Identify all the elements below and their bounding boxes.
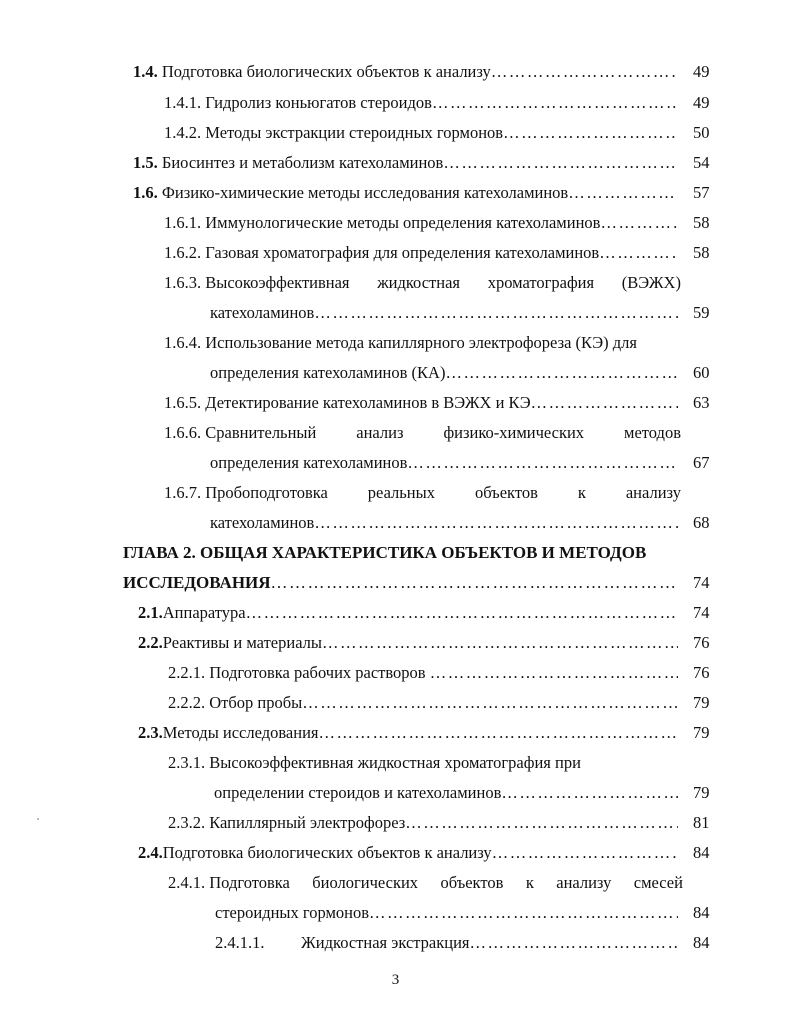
toc-page: 49 (693, 93, 710, 112)
toc-page: 76 (693, 633, 710, 652)
toc-word: биологических (312, 873, 419, 892)
toc-number: 1.6. (133, 183, 158, 202)
page-number: 3 (391, 972, 400, 988)
toc-page: 50 (693, 123, 710, 142)
toc-title: Подготовка рабочих растворов (209, 663, 426, 682)
chapter-title: ИССЛЕДОВАНИЯ (123, 573, 271, 592)
toc-entry-continuation (210, 448, 678, 478)
toc-entry (138, 598, 678, 628)
toc-entry (168, 688, 678, 718)
toc-title: Высокоэффективная жидкостная хроматография при (209, 753, 581, 772)
toc-title: определения катехоламинов (210, 453, 408, 472)
toc-entry (164, 208, 678, 238)
leader-dots (322, 628, 678, 658)
leader-dots (319, 718, 678, 748)
toc-word: жидкостная (377, 273, 460, 292)
toc-entry-continuation (210, 358, 678, 388)
toc-number: 2.4. (138, 843, 163, 862)
toc-number: 1.4.1. (164, 93, 202, 112)
toc-title-line (205, 478, 681, 508)
leader-dots (600, 208, 678, 238)
toc-entry (133, 178, 678, 208)
leader-dots (369, 898, 678, 928)
toc-title: Гидролиз коньюгатов стероидов (205, 93, 432, 112)
toc-page: 68 (693, 513, 710, 532)
toc-title: Методы экстракции стероидных гормонов (205, 123, 504, 142)
leader-dots (568, 178, 678, 208)
toc-number: 2.2.1. (168, 663, 206, 682)
toc-word: методов (624, 423, 681, 442)
toc-word: смесей (633, 873, 683, 892)
toc-entry (138, 628, 678, 658)
toc-title: определения катехоламинов (КА) (210, 363, 446, 382)
toc-number: 2.4.1. (168, 873, 206, 892)
toc-word: к (525, 873, 534, 892)
leader-dots (503, 118, 678, 148)
toc-number: 2.2.2. (168, 693, 206, 712)
toc-title: Аппаратура (162, 603, 246, 622)
toc-title-line (205, 418, 681, 448)
toc-title: Жидкостная экстракция (301, 933, 470, 952)
toc-title: Биосинтез и метаболизм катехоламинов (161, 153, 444, 172)
toc-title-line (205, 268, 681, 298)
leader-dots (302, 688, 678, 718)
toc-number: 1.5. (133, 153, 158, 172)
toc-title: Детектирование катехоламинов в ВЭЖХ и КЭ (205, 393, 531, 412)
leader-dots (531, 388, 678, 418)
toc-entry (164, 328, 681, 358)
toc-title: стероидных гормонов (215, 903, 370, 922)
toc-entry (164, 478, 681, 508)
toc-entry (164, 238, 678, 268)
toc-title: Подготовка биологических объектов к анализу (161, 62, 491, 81)
toc-title: Подготовка биологических объектов к анализу (162, 843, 492, 862)
toc-number: 1.6.1. (164, 213, 202, 232)
toc-entry (138, 838, 678, 868)
leader-dots (445, 358, 678, 388)
toc-page: 81 (693, 813, 710, 832)
toc-title: Реактивы и материалы (162, 633, 322, 652)
toc-page: 58 (693, 213, 710, 232)
leader-dots (443, 148, 678, 178)
toc-word: Подготовка (209, 873, 290, 892)
leader-dots (430, 658, 678, 688)
toc-number: 1.6.2. (164, 243, 202, 262)
toc-word: анализ (356, 423, 404, 442)
toc-entry (164, 418, 681, 448)
leader-dots (470, 928, 678, 958)
toc-page: 63 (693, 393, 710, 412)
chapter-heading (123, 538, 683, 568)
toc-entry (215, 928, 678, 958)
toc-number: 2.3.2. (168, 813, 206, 832)
toc-word: анализу (556, 873, 612, 892)
toc-word: физико-химических (443, 423, 585, 442)
scan-speck (37, 818, 39, 820)
toc-title: Газовая хроматография для определения катехоламинов (205, 243, 600, 262)
toc-word: объектов (440, 873, 504, 892)
toc-entry-continuation (210, 508, 678, 538)
leader-dots (492, 838, 678, 868)
toc-entry-continuation (215, 898, 678, 928)
leader-dots (271, 568, 678, 598)
toc-word: к (577, 483, 586, 502)
toc-word: Пробоподготовка (205, 483, 328, 502)
toc-number: 2.4.1.1. (215, 933, 265, 952)
leader-dots (432, 88, 678, 118)
toc-word: (ВЭЖХ) (621, 273, 681, 292)
toc-page: 74 (693, 573, 710, 592)
toc-number: 1.6.4. (164, 333, 202, 352)
toc-entry (164, 88, 678, 118)
toc-word: реальных (367, 483, 435, 502)
toc-title-line (209, 868, 683, 898)
toc-entry-continuation (210, 298, 678, 328)
toc-title: Иммунологические методы определения катехоламинов (205, 213, 601, 232)
toc-entry (168, 748, 678, 778)
toc-number: 1.6.5. (164, 393, 202, 412)
toc-page: 49 (693, 62, 710, 81)
toc-number: 2.1. (138, 603, 163, 622)
toc-entry (168, 868, 683, 898)
toc-title: Капиллярный электрофорез (209, 813, 406, 832)
toc-page: 79 (693, 693, 710, 712)
toc-number: 1.6.7. (164, 483, 202, 502)
toc-entry (168, 658, 678, 688)
leader-dots (246, 598, 678, 628)
toc-page: 54 (693, 153, 710, 172)
chapter-title: ГЛАВА 2. ОБЩАЯ ХАРАКТЕРИСТИКА ОБЪЕКТОВ И МЕТОДОВ (123, 543, 647, 562)
toc-title: катехоламинов (210, 303, 315, 322)
leader-dots (405, 808, 678, 838)
toc-page: 59 (693, 303, 710, 322)
toc-number: 1.4. (133, 62, 158, 81)
toc-number: 1.6.6. (164, 423, 202, 442)
chapter-heading-continuation (123, 568, 678, 598)
toc-page: 84 (693, 903, 710, 922)
toc-word: Сравнительный (205, 423, 317, 442)
toc-page: 76 (693, 663, 710, 682)
toc-entry (164, 388, 678, 418)
toc-entry (168, 808, 678, 838)
toc-title: катехоламинов (210, 513, 315, 532)
toc-entry (133, 57, 678, 87)
toc-entry (133, 148, 678, 178)
toc-page: 58 (693, 243, 710, 262)
toc-page: 60 (693, 363, 710, 382)
toc-page: 84 (693, 933, 710, 952)
toc-word: объектов (474, 483, 538, 502)
toc-title: Методы исследования (162, 723, 319, 742)
toc-page: 74 (693, 603, 710, 622)
toc-title: Использование метода капиллярного электрофореза (КЭ) для (205, 333, 637, 352)
toc-page: 79 (693, 783, 710, 802)
leader-dots (314, 298, 678, 328)
toc-entry (138, 718, 678, 748)
leader-dots (407, 448, 678, 478)
toc-number: 2.2. (138, 633, 163, 652)
toc-entry (164, 268, 681, 298)
toc-title: Отбор пробы (209, 693, 303, 712)
toc-number: 2.3.1. (168, 753, 206, 772)
toc-page: 57 (693, 183, 710, 202)
toc-title: Физико-химические методы исследования катехоламинов (161, 183, 569, 202)
toc-number: 1.4.2. (164, 123, 202, 142)
toc-page: 84 (693, 843, 710, 862)
toc-number: 2.3. (138, 723, 163, 742)
toc-title: определении стероидов и катехоламинов (214, 783, 502, 802)
toc-page: 67 (693, 453, 710, 472)
toc-entry (164, 118, 678, 148)
toc-word: Высокоэффективная (205, 273, 350, 292)
leader-dots (599, 238, 678, 268)
leader-dots (501, 778, 678, 808)
leader-dots (491, 57, 678, 87)
toc-number: 1.6.3. (164, 273, 202, 292)
toc-word: хроматография (487, 273, 595, 292)
toc-entry-continuation (214, 778, 678, 808)
toc-word: анализу (625, 483, 681, 502)
toc-page: 79 (693, 723, 710, 742)
leader-dots (314, 508, 678, 538)
